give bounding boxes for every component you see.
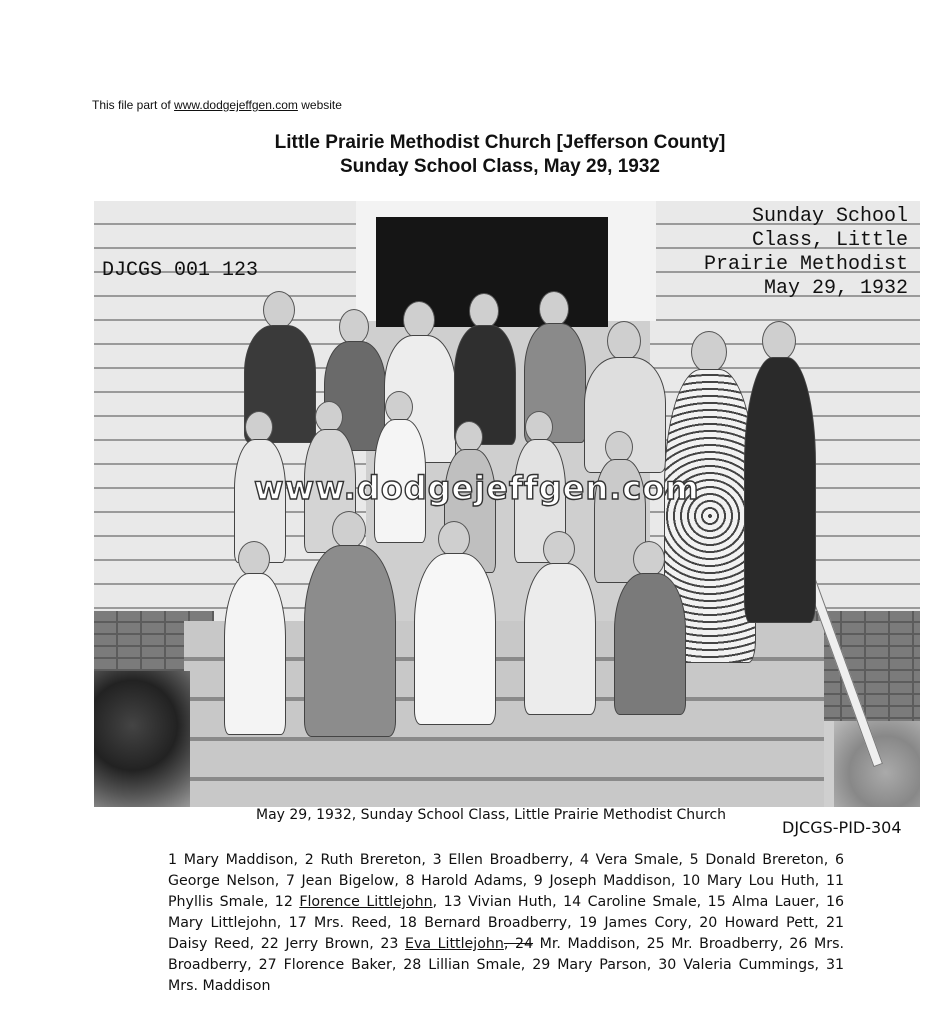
person: [614, 541, 684, 781]
names-underlined-florence: Florence Littlejohn: [299, 894, 433, 910]
page-title-line1: Little Prairie Methodist Church [Jefferson County]: [274, 132, 726, 153]
names-underlined-eva: Eva Littlejohn: [404, 936, 504, 952]
person: [524, 531, 594, 781]
watermark: www.dodgejeffgen.com: [254, 469, 700, 507]
group-photo: [94, 201, 920, 807]
site-notice: [92, 98, 342, 112]
notice-suffix: website: [301, 98, 342, 112]
notice-prefix: This file part of: [92, 98, 171, 112]
photo-caption: May 29, 1932, Sunday School Class, Little Prairie Methodist Church: [256, 807, 727, 823]
site-link[interactable]: www.dodgejeffgen.com: [174, 98, 298, 112]
person: [414, 521, 494, 781]
names-part3: Mr. Maddison, 25 Mr. Broadberry, 26 Mrs. Broadberry, 27 Florence Baker, 28 Lillian Smale, 29 Mary Parson, 30 Valeria Cummings, 31 Mrs. Maddison: [168, 936, 844, 994]
names-part2: , 13 Vivian Huth, 14 Caroline Smale, 15 Alma Lauer, 16 Mary Littlejohn, 17 Mrs. Reed, 18 Bernard Broadberry, 19 James Cory, 20 Howard Pett, 21 Daisy Reed, 22 Jerry Brown, 23: [168, 894, 844, 952]
shrub: [94, 671, 190, 807]
class-group: [204, 291, 804, 791]
photo-id-label: DJCGS 001 123: [102, 259, 259, 282]
names-list: [168, 850, 844, 997]
photo-corner-caption: Sunday School Class, Little Prairie Methodist May 29, 1932: [703, 205, 908, 300]
page-title-line2: Sunday School Class, May 29, 1932: [340, 156, 660, 177]
person: [304, 511, 394, 781]
photo-pid: DJCGS-PID-304: [782, 818, 902, 837]
names-struck: , 24: [503, 936, 534, 952]
names-part1: 1 Mary Maddison, 2 Ruth Brereton, 3 Ellen Broadberry, 4 Vera Smale, 5 Donald Brereton, 6 George Nelson, 7 Jean Bigelow, 8 Harold Adams, 9 Joseph Maddison, 10 Mary Lou Huth, 11 Phyllis Smale, 12: [168, 852, 844, 910]
person: [744, 321, 814, 621]
person: [224, 541, 284, 771]
